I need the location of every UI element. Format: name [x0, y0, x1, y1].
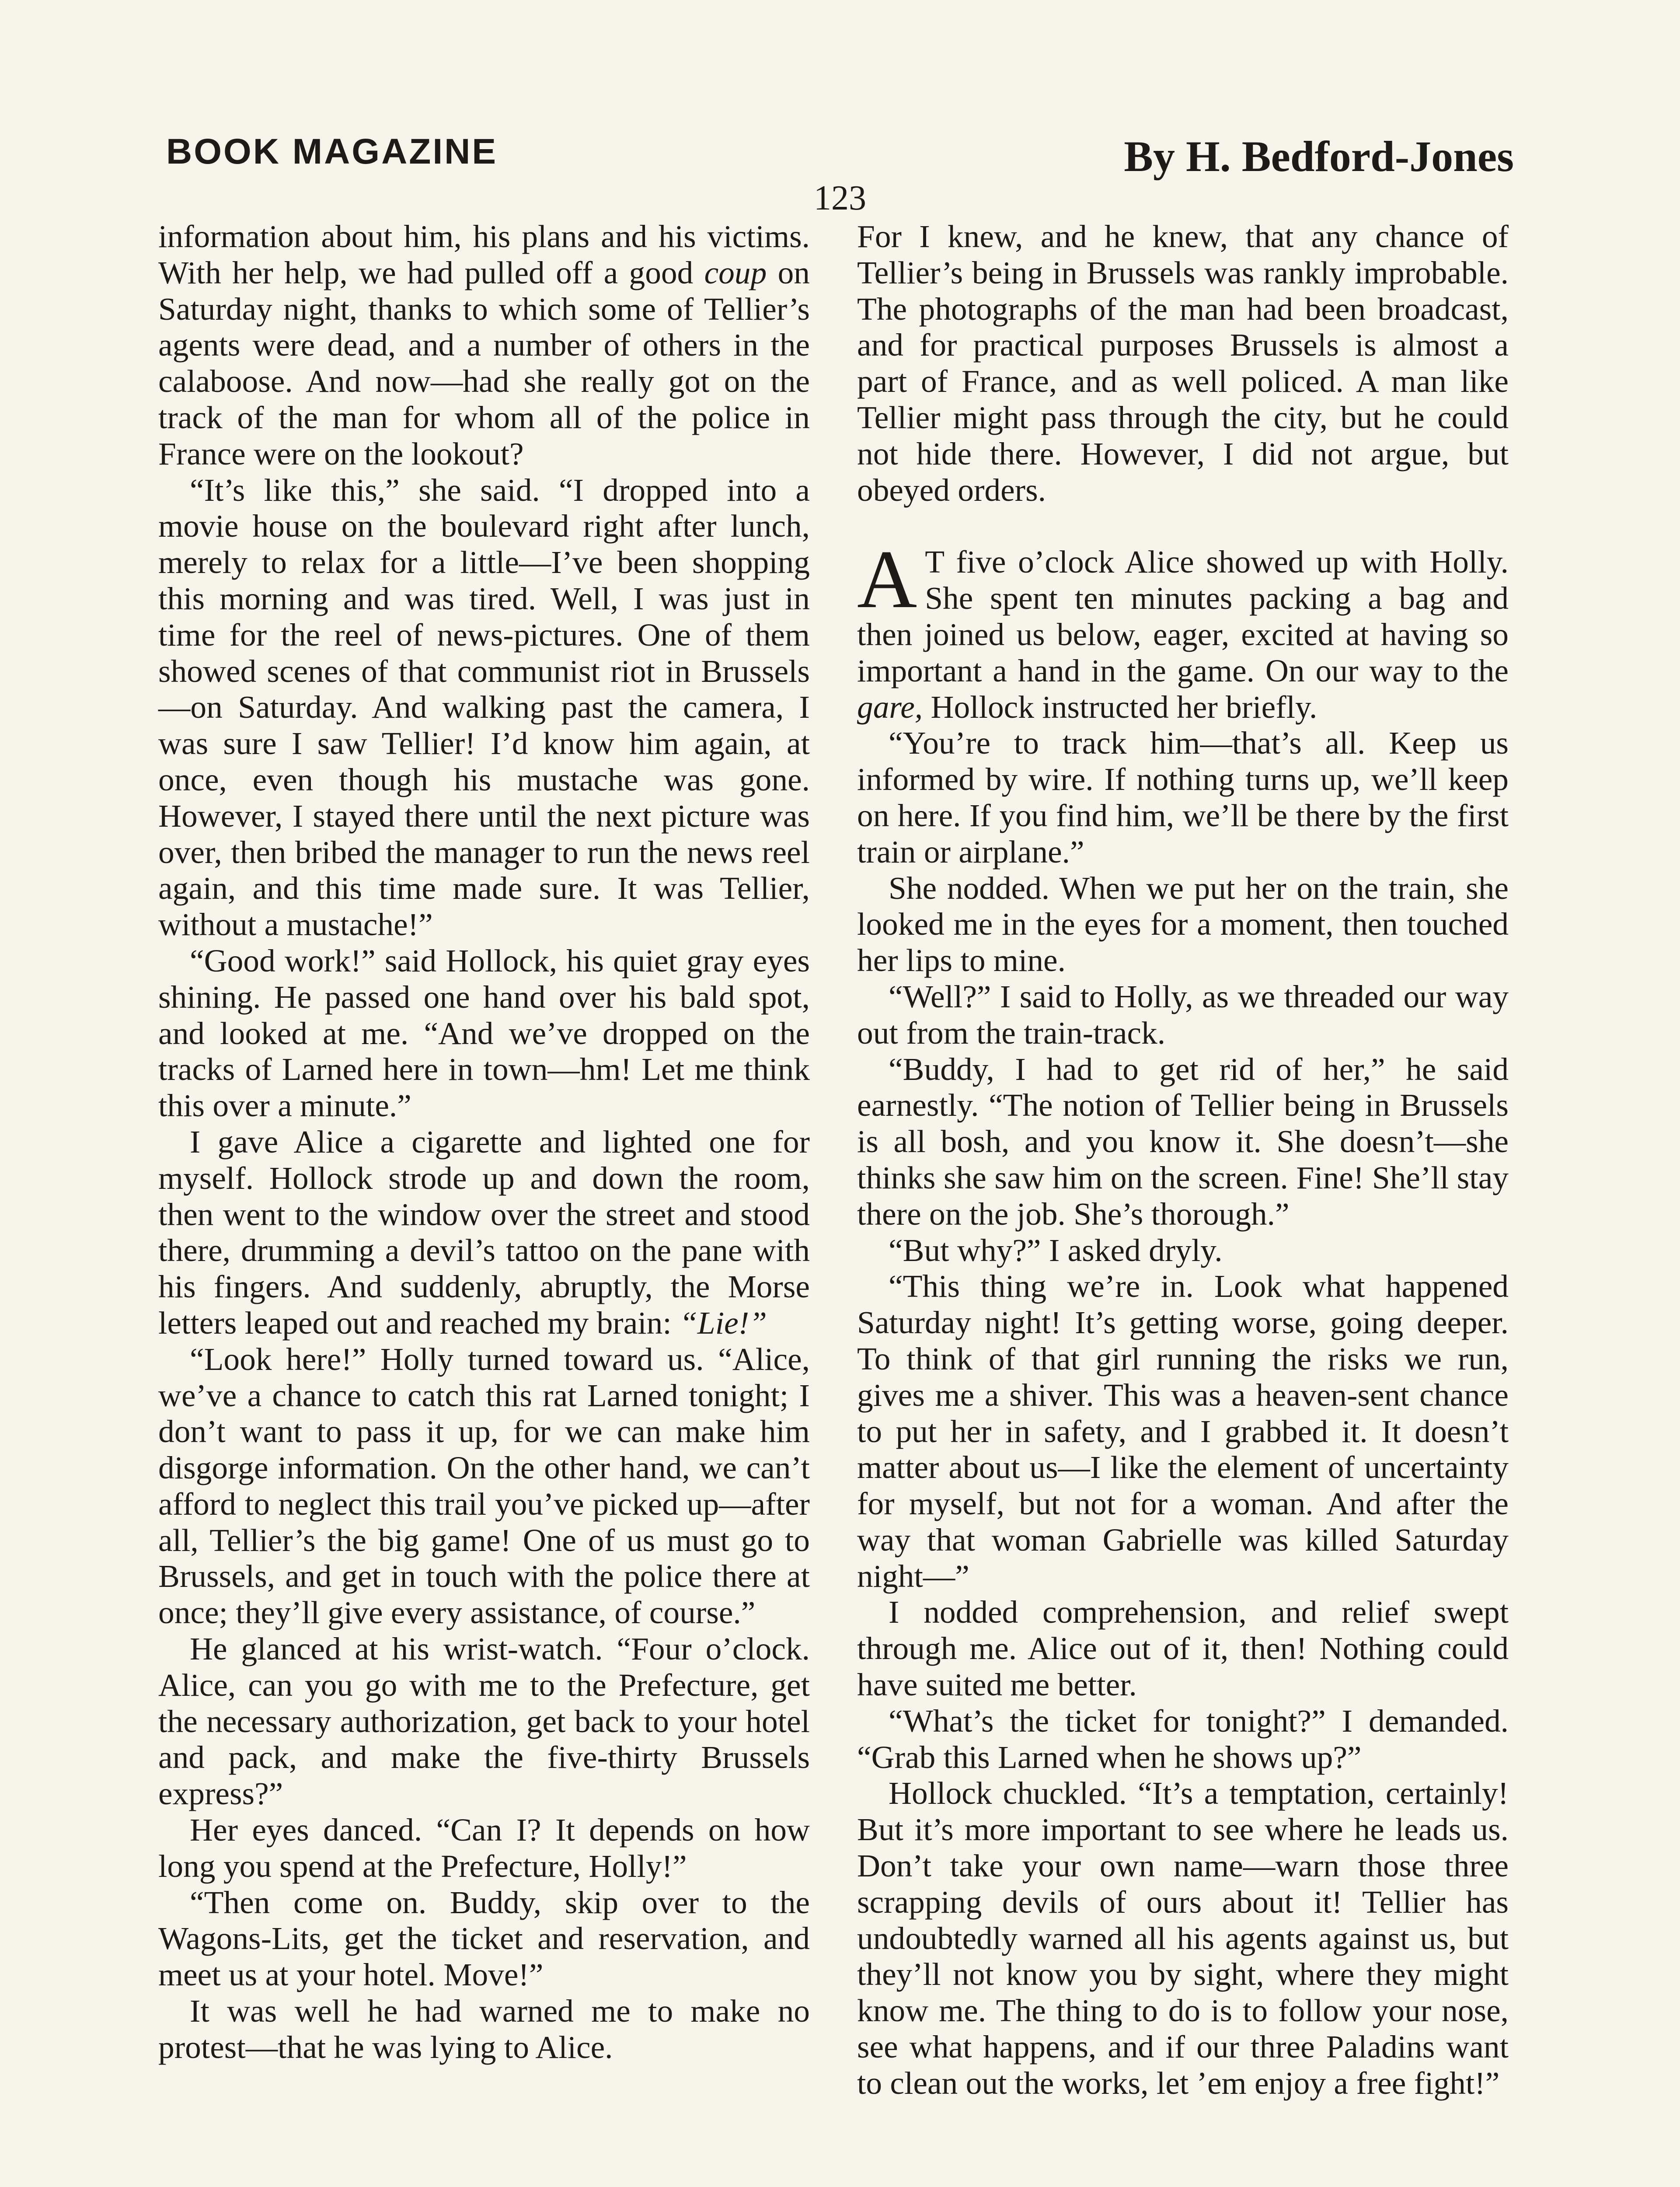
paragraph: “It’s like this,” she said. “I dropped into a movie house on the boulevard right after lunch, merely to relax for a little—I’ve been shopping this morning and was tired. Well, I was just in time for the reel of news-pictures. One of them showed scenes of that communist riot in Brussels—on Saturday. And walking past the camera, I was sure I saw Tellier! I’d know him again, at once, even though his mustache was gone. However, I stayed there until the next picture was over, then bribed the manager to run the news reel again, and this time made sure. It was Tellier, without a mustache!” [158, 472, 810, 943]
section-start-paragraph: A T five o’clock Alice showed up with Holly. She spent ten minutes packing a bag and then joined us below, eager, excited at having so important a hand in the game. On our way to the gare, Hollock instructed her briefly. [857, 534, 1509, 725]
paragraph: “Look here!” Holly turned toward us. “Alice, we’ve a chance to catch this rat Larned tonight; I don’t want to pass it up, for we can make him disgorge information. On the other hand, we can’t afford to neglect this trail you’ve picked up—after all, Tellier’s the big game! One of us must go to Brussels, and get in touch with the police there at once; they’ll give every assistance, of course.” [158, 1341, 810, 1631]
left-column [158, 219, 810, 2066]
paragraph: I gave Alice a cigarette and lighted one for myself. Hollock strode up and down the room, then went to the window over the street and stood there, drumming a devil’s tattoo on the pane with his fingers. And suddenly, abruptly, the Morse letters leaped out and reached my brain: “Lie!” [158, 1124, 810, 1341]
paragraph: Her eyes danced. “Can I? It depends on how long you spend at the Prefecture, Holly!” [158, 1812, 810, 1884]
paragraph: For I knew, and he knew, that any chance of Tellier’s being in Brussels was rankly improbable. The photographs of the man had been broadcast, and for practical purposes Brussels is almost a part of France, and as well policed. A man like Tellier might pass through the city, but he could not hide there. However, I did not argue, but obeyed orders. [857, 219, 1509, 508]
paragraph: “You’re to track him—that’s all. Keep us informed by wire. If nothing turns up, we’ll keep on here. If you find him, we’ll be there by the first train or airplane.” [857, 725, 1509, 870]
paragraph: It was well he had warned me to make no protest—that he was lying to Alice. [158, 1993, 810, 2065]
right-column [857, 219, 1509, 2102]
paragraph: She nodded. When we put her on the train, she looked me in the eyes for a moment, then touched her lips to mine. [857, 870, 1509, 978]
paragraph: “Buddy, I had to get rid of her,” he said earnestly. “The notion of Tellier being in Brussels is all bosh, and you know it. She doesn’t—she thinks she saw him on the screen. Fine! She’ll stay there on the job. She’s thorough.” [857, 1051, 1509, 1232]
author-byline: By H. Bedford-Jones [1124, 132, 1514, 181]
paragraph: “Then come on. Buddy, skip over to the Wagons-Lits, get the ticket and reservation, and meet us at your hotel. Move!” [158, 1884, 810, 1993]
paragraph: “This thing we’re in. Look what happened Saturday night! It’s getting worse, going deeper. To think of that girl running the risks we run, gives me a shiver. This was a heaven-sent chance to put her in safety, and I grabbed it. It doesn’t matter about us—I like the element of uncertainty for myself, but not for a woman. And after the way that woman Gabrielle was killed Saturday night—” [857, 1268, 1509, 1594]
paragraph: Hollock chuckled. “It’s a temptation, certainly! But it’s more important to see where he leads us. Don’t take your own name—warn those three scrapping devils of ours about it! Tellier has undoubtedly warned all his agents against us, but they’ll not know you by sight, where they might know me. The thing to do is to follow your nose, see what happens, and if our three Paladins want to clean out the works, let ’em enjoy a free fight!” [857, 1775, 1509, 2101]
page-number: 123 [814, 179, 866, 217]
paragraph: “Good work!” said Hollock, his quiet gray eyes shining. He passed one hand over his bald spot, and looked at me. “And we’ve dropped on the tracks of Larned here in town—hm! Let me think this over a minute.” [158, 943, 810, 1124]
paragraph: He glanced at his wrist-watch. “Four o’clock. Alice, can you go with me to the Prefecture, get the necessary authorization, get back to your hotel and pack, and make the five-thirty Brussels express?” [158, 1631, 810, 1812]
paragraph: “But why?” I asked dryly. [889, 1232, 1223, 1268]
paragraph: “What’s the ticket for tonight?” I demanded. “Grab this Larned when he shows up?” [857, 1703, 1509, 1775]
paragraph: information about him, his plans and his victims. With her help, we had pulled off a good coup on Saturday night, thanks to which some of Tellier’s agents were dead, and a number of others in the calaboose. And now—had she really got on the track of the man for whom all of the police in France were on the lookout? [158, 219, 810, 472]
paragraph: “Well?” I said to Holly, as we threaded our way out from the train-track. [857, 978, 1509, 1051]
paragraph: I nodded comprehension, and relief swept through me. Alice out of it, then! Nothing could have suited me better. [857, 1594, 1509, 1703]
magazine-title: BOOK MAGAZINE [166, 132, 498, 171]
drop-cap: A [857, 534, 917, 626]
